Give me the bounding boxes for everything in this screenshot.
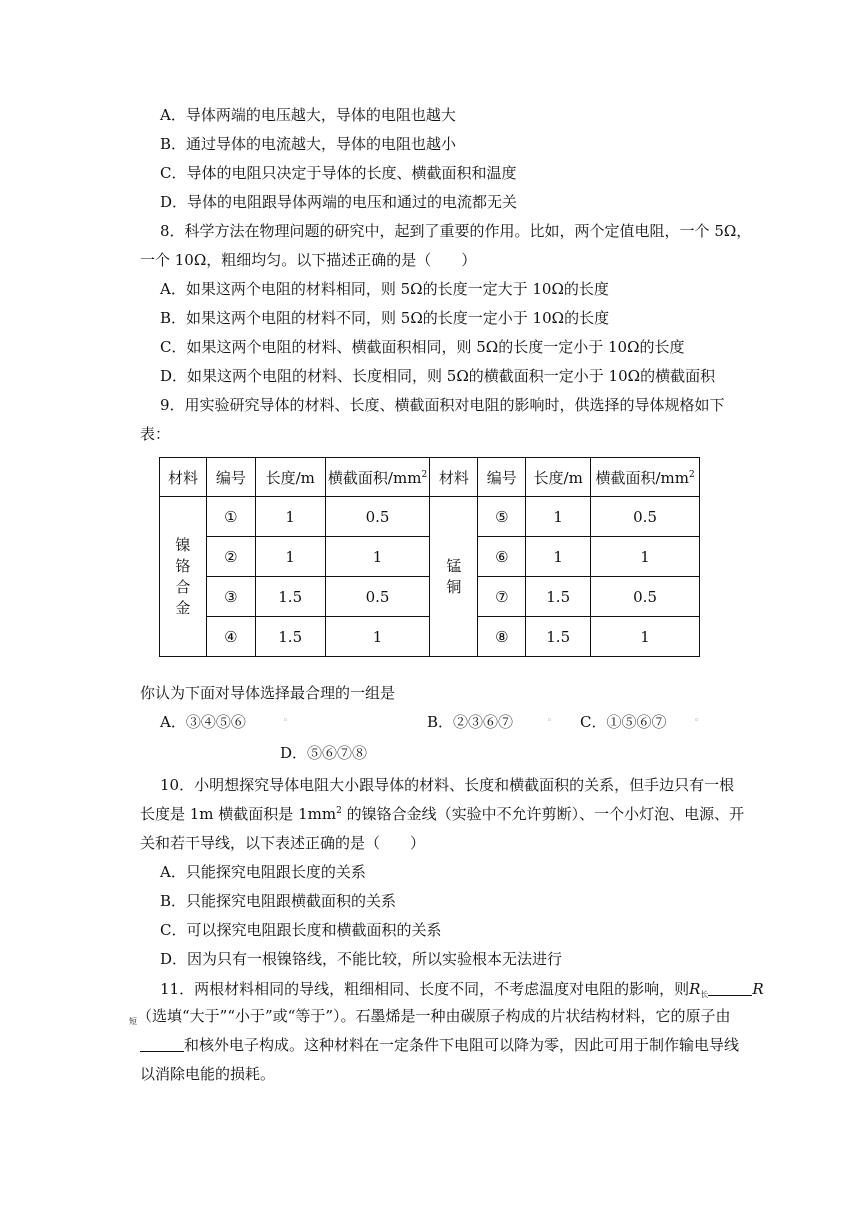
- q9-option-b: B．②③⑥⑦: [427, 713, 514, 731]
- table-cell: 0.5: [591, 577, 700, 617]
- table-cell: ⑦: [478, 577, 526, 617]
- q8-option-d: D．如果这两个电阻的材料、长度相同，则 5Ω的横截面积一定小于 10Ω的横截面积: [160, 367, 716, 385]
- material-nichrome-cell: 镍铬合金: [160, 497, 207, 657]
- table-cell: 1: [325, 617, 430, 657]
- table-cell: ①: [206, 497, 255, 537]
- header-cell: 长度/m: [255, 458, 325, 497]
- header-cell: 材料: [160, 458, 207, 497]
- answer-blank-2[interactable]: [140, 1037, 184, 1052]
- table-row: [160, 577, 700, 617]
- table-cell: 1.5: [255, 577, 325, 617]
- table-cell: ④: [206, 617, 255, 657]
- decorative-dot: ◦: [547, 716, 553, 726]
- table-cell: ③: [206, 577, 255, 617]
- answer-blank-1[interactable]: [708, 981, 752, 996]
- table-cell: 0.5: [325, 497, 430, 537]
- table-cell: 1.5: [526, 577, 591, 617]
- q10-stem-line2: 长度是 1m 横截面积是 $1mm^2$ 的镍铬合金线（实验中不允许剪断）、一个小灯泡、电源、开: [140, 805, 745, 823]
- q7-option-c: C．导体的电阻只决定于导体的长度、横截面积和温度: [160, 164, 517, 182]
- table-cell: 1: [591, 537, 700, 577]
- q9-stem-line1: 9．用实验研究导体的材料、长度、横截面积对电阻的影响时，供选择的导体规格如下: [160, 396, 725, 414]
- q9-option-d: D．⑤⑥⑦⑧: [280, 744, 368, 762]
- table-cell: 1: [591, 617, 700, 657]
- q8-stem-line2: 一个 10Ω，粗细均匀。以下描述正确的是（ ）: [140, 251, 477, 269]
- q9-option-a: A．③④⑤⑥: [160, 713, 246, 731]
- table-cell: 1: [526, 497, 591, 537]
- header-cell: 材料: [430, 458, 478, 497]
- table-cell: ⑤: [478, 497, 526, 537]
- table-cell: ②: [206, 537, 255, 577]
- q8-stem-line1: 8．科学方法在物理问题的研究中，起到了重要的作用。比如，两个定值电阻，一个 5Ω，: [160, 222, 752, 240]
- decorative-dot: ◦: [694, 716, 700, 726]
- q8-option-b: B．如果这两个电阻的材料不同，则 5Ω的长度一定小于 10Ω的长度: [160, 309, 610, 327]
- q9-option-c: C．①⑤⑥⑦: [580, 713, 667, 731]
- q10-option-d: D．因为只有一根镍铬线，不能比较，所以实验根本无法进行: [160, 950, 563, 968]
- q11-stem-line2: $_短$（选填“大于”“小于”或“等于”）。石墨烯是一种由碳原子构成的片状结构材料，它的原子由: [129, 1007, 731, 1026]
- header-cell: 编号: [478, 458, 526, 497]
- table-cell: 1: [255, 537, 325, 577]
- decorative-dot: ◦: [283, 716, 289, 726]
- table-cell: 0.5: [325, 577, 430, 617]
- q8-option-c: C．如果这两个电阻的材料、横截面积相同，则 5Ω的长度一定小于 10Ω的长度: [160, 338, 685, 356]
- table-cell: 1.5: [255, 617, 325, 657]
- table-cell: ⑥: [478, 537, 526, 577]
- q10-stem-line3: 关和若干导线，以下表述正确的是（ ）: [140, 834, 426, 852]
- q7-option-d: D．导体的电阻跟导体两端的电压和通过的电流都无关: [160, 193, 518, 211]
- table-row: [160, 537, 700, 577]
- table-cell: 1: [325, 537, 430, 577]
- q9-prompt: 你认为下面对导体选择最合理的一组是: [140, 684, 396, 702]
- q10-stem-line1: 10．小明想探究导体电阻大小跟导体的材料、长度和横截面积的关系，但手边只有一根: [160, 776, 735, 794]
- table-cell: ⑧: [478, 617, 526, 657]
- table-row: [160, 497, 700, 537]
- table-cell: 1: [255, 497, 325, 537]
- q10-option-a: A．只能探究电阻跟长度的关系: [160, 863, 366, 881]
- q11-stem-line1: 11．两根材料相同的导线，粗细相同、长度不同，不考虑温度对电阻的影响，则$R_长$ R: [160, 980, 764, 999]
- table-row: [160, 617, 700, 657]
- conductor-spec-table: [159, 457, 700, 657]
- q7-option-b: B．通过导体的电流越大，导体的电阻也越小: [160, 135, 457, 153]
- table-cell: 0.5: [591, 497, 700, 537]
- header-cell: 编号: [206, 458, 255, 497]
- table-cell: 1.5: [526, 617, 591, 657]
- q9-stem-line2: 表：: [140, 425, 171, 443]
- material-manganin-cell: 锰铜: [430, 497, 478, 657]
- q7-option-a: A．导体两端的电压越大，导体的电阻也越大: [160, 106, 456, 124]
- table-cell: 1: [526, 537, 591, 577]
- header-cell: 横截面积$/mm^2$: [325, 458, 430, 497]
- q8-option-a: A．如果这两个电阻的材料相同，则 5Ω的长度一定大于 10Ω的长度: [160, 280, 609, 298]
- table-header-row: [160, 458, 700, 497]
- q11-stem-line3: 和核外电子构成。这种材料在一定条件下电阻可以降为零，因此可用于制作输电导线: [140, 1035, 739, 1055]
- q11-stem-line4: 以消除电能的损耗。: [140, 1065, 276, 1083]
- header-cell: 横截面积$/mm^2$: [591, 458, 700, 497]
- q10-option-c: C．可以探究电阻跟长度和横截面积的关系: [160, 921, 442, 939]
- header-cell: 长度/m: [526, 458, 591, 497]
- q10-option-b: B．只能探究电阻跟横截面积的关系: [160, 892, 397, 910]
